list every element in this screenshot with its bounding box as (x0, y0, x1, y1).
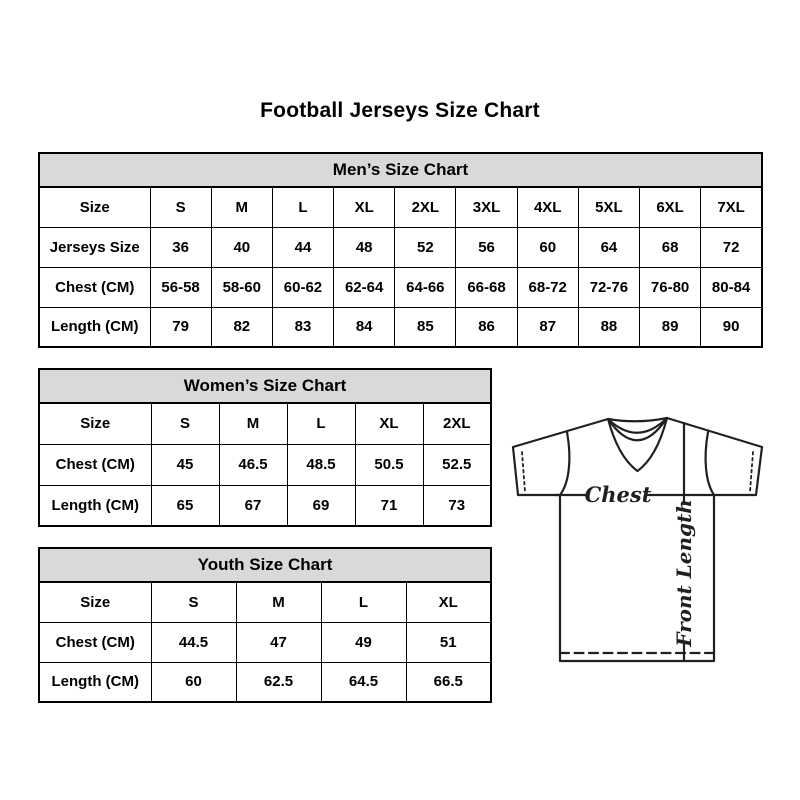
youth-table-row (39, 662, 491, 702)
men-value-cell: 48 (334, 227, 395, 267)
women-value-cell: 71 (355, 485, 423, 526)
jersey-outline (513, 418, 762, 661)
women-value-cell: S (151, 403, 219, 444)
men-value-cell: S (150, 187, 211, 227)
men-value-cell: 68 (640, 227, 701, 267)
women-row-label: Chest (CM) (39, 444, 151, 485)
women-table-row (39, 444, 491, 485)
left-armhole-seam (560, 432, 569, 495)
left-cuff-dashed-line (522, 452, 525, 492)
youth-value-cell: 62.5 (236, 662, 321, 702)
women-value-cell: 45 (151, 444, 219, 485)
men-table-row (39, 187, 762, 227)
youth-row-label: Length (CM) (39, 662, 151, 702)
men-table-row (39, 307, 762, 347)
men-value-cell: 79 (150, 307, 211, 347)
youth-value-cell: 60 (151, 662, 236, 702)
men-table-row (39, 227, 762, 267)
women-row-label: Length (CM) (39, 485, 151, 526)
youth-value-cell: XL (406, 582, 491, 622)
men-value-cell: 52 (395, 227, 456, 267)
men-value-cell: XL (334, 187, 395, 227)
chest-label: Chest (584, 482, 652, 507)
women-value-cell: 46.5 (219, 444, 287, 485)
men-value-cell: 76-80 (640, 267, 701, 307)
men-value-cell: 44 (272, 227, 333, 267)
men-row-label: Chest (CM) (39, 267, 150, 307)
youth-value-cell: 66.5 (406, 662, 491, 702)
men-table-title: Men’s Size Chart (39, 153, 762, 187)
youth-value-cell: 51 (406, 622, 491, 662)
jersey-illustration (505, 405, 770, 665)
men-row-label: Length (CM) (39, 307, 150, 347)
youth-value-cell: M (236, 582, 321, 622)
right-cuff-dashed-line (750, 452, 753, 492)
men-value-cell: 88 (578, 307, 639, 347)
women-table-title: Women’s Size Chart (39, 369, 491, 403)
men-value-cell: 68-72 (517, 267, 578, 307)
right-armhole-seam (706, 432, 714, 495)
youth-table-row (39, 622, 491, 662)
youth-table-row (39, 582, 491, 622)
women-value-cell: 48.5 (287, 444, 355, 485)
men-value-cell: 72 (701, 227, 762, 267)
men-value-cell: 40 (211, 227, 272, 267)
men-value-cell: 60 (517, 227, 578, 267)
men-value-cell: 3XL (456, 187, 517, 227)
men-row-label: Size (39, 187, 150, 227)
youth-value-cell: 64.5 (321, 662, 406, 702)
men-value-cell: 4XL (517, 187, 578, 227)
womens-size-table (38, 368, 492, 527)
men-value-cell: 56 (456, 227, 517, 267)
women-value-cell: 69 (287, 485, 355, 526)
men-value-cell: 2XL (395, 187, 456, 227)
men-value-cell: L (272, 187, 333, 227)
men-value-cell: 66-68 (456, 267, 517, 307)
women-value-cell: M (219, 403, 287, 444)
men-value-cell: 72-76 (578, 267, 639, 307)
men-value-cell: 60-62 (272, 267, 333, 307)
men-value-cell: 5XL (578, 187, 639, 227)
women-value-cell: 73 (423, 485, 491, 526)
mens-size-table (38, 152, 763, 348)
men-value-cell: 7XL (701, 187, 762, 227)
women-value-cell: 50.5 (355, 444, 423, 485)
men-value-cell: 89 (640, 307, 701, 347)
women-value-cell: L (287, 403, 355, 444)
men-value-cell: 90 (701, 307, 762, 347)
jersey-measurement-diagram (505, 405, 770, 665)
men-value-cell: 64 (578, 227, 639, 267)
men-value-cell: 87 (517, 307, 578, 347)
youth-value-cell: 49 (321, 622, 406, 662)
men-value-cell: 84 (334, 307, 395, 347)
women-value-cell: 67 (219, 485, 287, 526)
women-value-cell: 52.5 (423, 444, 491, 485)
men-value-cell: 85 (395, 307, 456, 347)
youth-table-title: Youth Size Chart (39, 548, 491, 582)
page-title: Football Jerseys Size Chart (260, 99, 540, 122)
women-table-row (39, 403, 491, 444)
youth-value-cell: S (151, 582, 236, 622)
men-value-cell: 83 (272, 307, 333, 347)
men-value-cell: 58-60 (211, 267, 272, 307)
youth-value-cell: 47 (236, 622, 321, 662)
men-value-cell: 64-66 (395, 267, 456, 307)
front-length-label: Front Length (672, 499, 696, 647)
men-value-cell: 56-58 (150, 267, 211, 307)
men-value-cell: 6XL (640, 187, 701, 227)
youth-value-cell: L (321, 582, 406, 622)
men-row-label: Jerseys Size (39, 227, 150, 267)
youth-value-cell: 44.5 (151, 622, 236, 662)
men-value-cell: 62-64 (334, 267, 395, 307)
women-table-row (39, 485, 491, 526)
women-value-cell: 2XL (423, 403, 491, 444)
youth-row-label: Size (39, 582, 151, 622)
youth-row-label: Chest (CM) (39, 622, 151, 662)
men-value-cell: M (211, 187, 272, 227)
men-value-cell: 82 (211, 307, 272, 347)
women-row-label: Size (39, 403, 151, 444)
women-value-cell: 65 (151, 485, 219, 526)
men-value-cell: 80-84 (701, 267, 762, 307)
collar-top-line (608, 418, 667, 421)
men-value-cell: 86 (456, 307, 517, 347)
men-table-row (39, 267, 762, 307)
women-value-cell: XL (355, 403, 423, 444)
youth-size-table (38, 547, 492, 703)
men-value-cell: 36 (150, 227, 211, 267)
